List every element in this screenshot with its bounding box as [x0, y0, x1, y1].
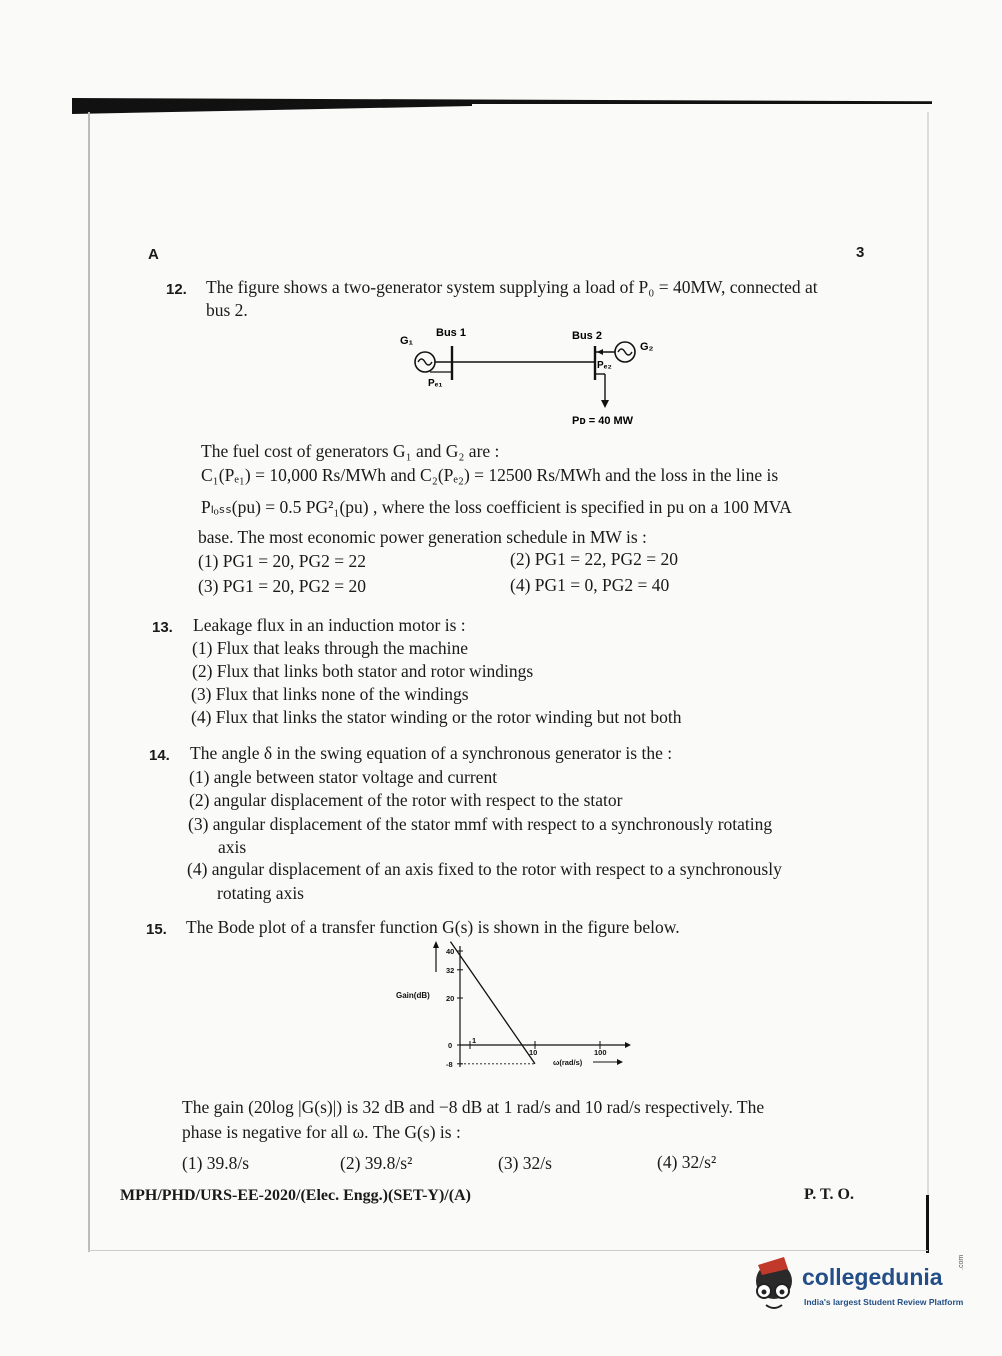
g1-label: G₁: [400, 335, 414, 347]
y-tick-label-0: 40: [446, 947, 455, 956]
q15-option-4[interactable]: (4) 32/s²: [657, 1152, 717, 1172]
q12-stem-line2: bus 2.: [206, 300, 248, 320]
q13-stem: Leakage flux in an induction motor is :: [193, 615, 466, 635]
q12-stem-line1: The figure shows a two-generator system supplying a load of P₀ = 40MW, connected at: [206, 277, 818, 297]
q15-number: 15.: [146, 921, 167, 938]
q12-question: base. The most economic power generation schedule in MW is :: [198, 527, 647, 547]
q13-option-1[interactable]: (1) Flux that leaks through the machine: [192, 638, 469, 658]
logo-wordmark: collegedunia: [802, 1264, 943, 1290]
q12-fuel-cost-intro: The fuel cost of generators G₁ and G₂ are :: [201, 441, 500, 461]
y-tick-label-1: 32: [446, 965, 455, 975]
y-axis-label: Gain(dB): [396, 991, 430, 1000]
q15-option-2[interactable]: (2) 39.8/s²: [340, 1153, 413, 1173]
scan-right-edge: [927, 112, 929, 1252]
q13-option-2[interactable]: (2) Flux that links both stator and rotor windings: [192, 661, 534, 681]
y-tick-label-2: 20: [446, 994, 455, 1003]
q13-option-3[interactable]: (3) Flux that links none of the windings: [191, 684, 469, 704]
g2-label: G₂: [640, 341, 654, 353]
q12-two-bus-figure: [390, 322, 670, 432]
logo-tagline: India's largest Student Review Platform: [804, 1297, 964, 1307]
load-arrow: [601, 400, 609, 408]
scan-top-shadow: [72, 104, 472, 114]
q13-number: 13.: [152, 619, 173, 636]
q15-stem: The Bode plot of a transfer function G(s) is shown in the figure below.: [186, 917, 680, 937]
x-tick-label-2: 100: [594, 1048, 607, 1057]
q12-cost-functions: C₁(Pₑ₁) = 10,000 Rs/MWh and C₂(Pₑ₂) = 12500 Rs/MWh and the loss in the line is: [201, 465, 779, 485]
scan-right-mark: [926, 1195, 929, 1253]
page-number: 3: [856, 244, 865, 261]
scan-top-edge: [72, 98, 932, 104]
q12-option-1[interactable]: (1) PG1 = 20, PG2 = 22: [198, 551, 367, 571]
pg2-label: Pₑ₂: [597, 360, 612, 371]
q14-option-3-cont: axis: [218, 837, 247, 857]
q12-option-2[interactable]: (2) PG1 = 22, PG2 = 20: [510, 549, 679, 569]
q12-option-3[interactable]: (3) PG1 = 20, PG2 = 20: [198, 576, 367, 596]
q12-loss-formula: Pₗₒₛₛ(pu) = 0.5 PG²₁(pu) , where the loss coefficient is specified in pu on a 100 MVA: [201, 497, 792, 517]
x-label-arrowhead: [617, 1059, 623, 1065]
q14-option-3[interactable]: (3) angular displacement of the stator mmf with respect to a synchronously rotating: [188, 814, 773, 834]
q14-stem: The angle δ in the swing equation of a synchronous generator is the :: [190, 743, 673, 763]
y-tick-label-3: 0: [448, 1041, 453, 1050]
q14-number: 14.: [149, 747, 170, 764]
footer-paper-code: MPH/PHD/URS-EE-2020/(Elec. Engg.)(SET-Y)/(A): [120, 1187, 471, 1204]
x-tick-label-1: 10: [529, 1048, 538, 1057]
y-tick-label-4: -8: [446, 1059, 453, 1069]
scan-bottom-edge: [88, 1250, 928, 1251]
q14-option-4[interactable]: (4) angular displacement of an axis fixed to the rotor with respect to a synchronously: [187, 859, 782, 879]
footer-pto: P. T. O.: [804, 1186, 854, 1203]
q15-bode-plot: [390, 940, 660, 1085]
pg1-label: Pₑ₁: [428, 378, 443, 389]
q14-option-2[interactable]: (2) angular displacement of the rotor with respect to the stator: [189, 790, 623, 810]
logo-com: .com: [958, 1254, 965, 1270]
x-axis-arrowhead: [625, 1042, 631, 1048]
q15-phase-info: phase is negative for all ω. The G(s) is :: [182, 1122, 461, 1142]
bus2-label: Bus 2: [572, 330, 602, 342]
q15-option-1[interactable]: (1) 39.8/s: [182, 1153, 250, 1173]
q14-option-1[interactable]: (1) angle between stator voltage and current: [189, 767, 498, 787]
q15-gain-info: The gain (20log |G(s)|) is 32 dB and −8 dB at 1 rad/s and 10 rad/s respectively. The: [182, 1097, 765, 1117]
q15-option-3[interactable]: (3) 32/s: [498, 1153, 552, 1173]
x-tick-label-0: 1: [472, 1036, 477, 1045]
q13-option-4[interactable]: (4) Flux that links the stator winding or the rotor winding but not both: [191, 707, 682, 727]
q12-number: 12.: [166, 281, 187, 298]
y-axis-label-arrowhead: [433, 941, 439, 948]
load-label: Pᴅ = 40 MW: [572, 415, 634, 427]
set-letter: A: [148, 246, 159, 263]
bus1-label: Bus 1: [436, 327, 466, 339]
x-axis-label: ω(rad/s): [553, 1058, 583, 1067]
collegedunia-mascot-icon: [744, 1255, 804, 1315]
q12-option-4[interactable]: (4) PG1 = 0, PG2 = 40: [510, 575, 670, 595]
scan-left-edge: [88, 112, 90, 1252]
q14-option-4-cont: rotating axis: [217, 883, 304, 903]
